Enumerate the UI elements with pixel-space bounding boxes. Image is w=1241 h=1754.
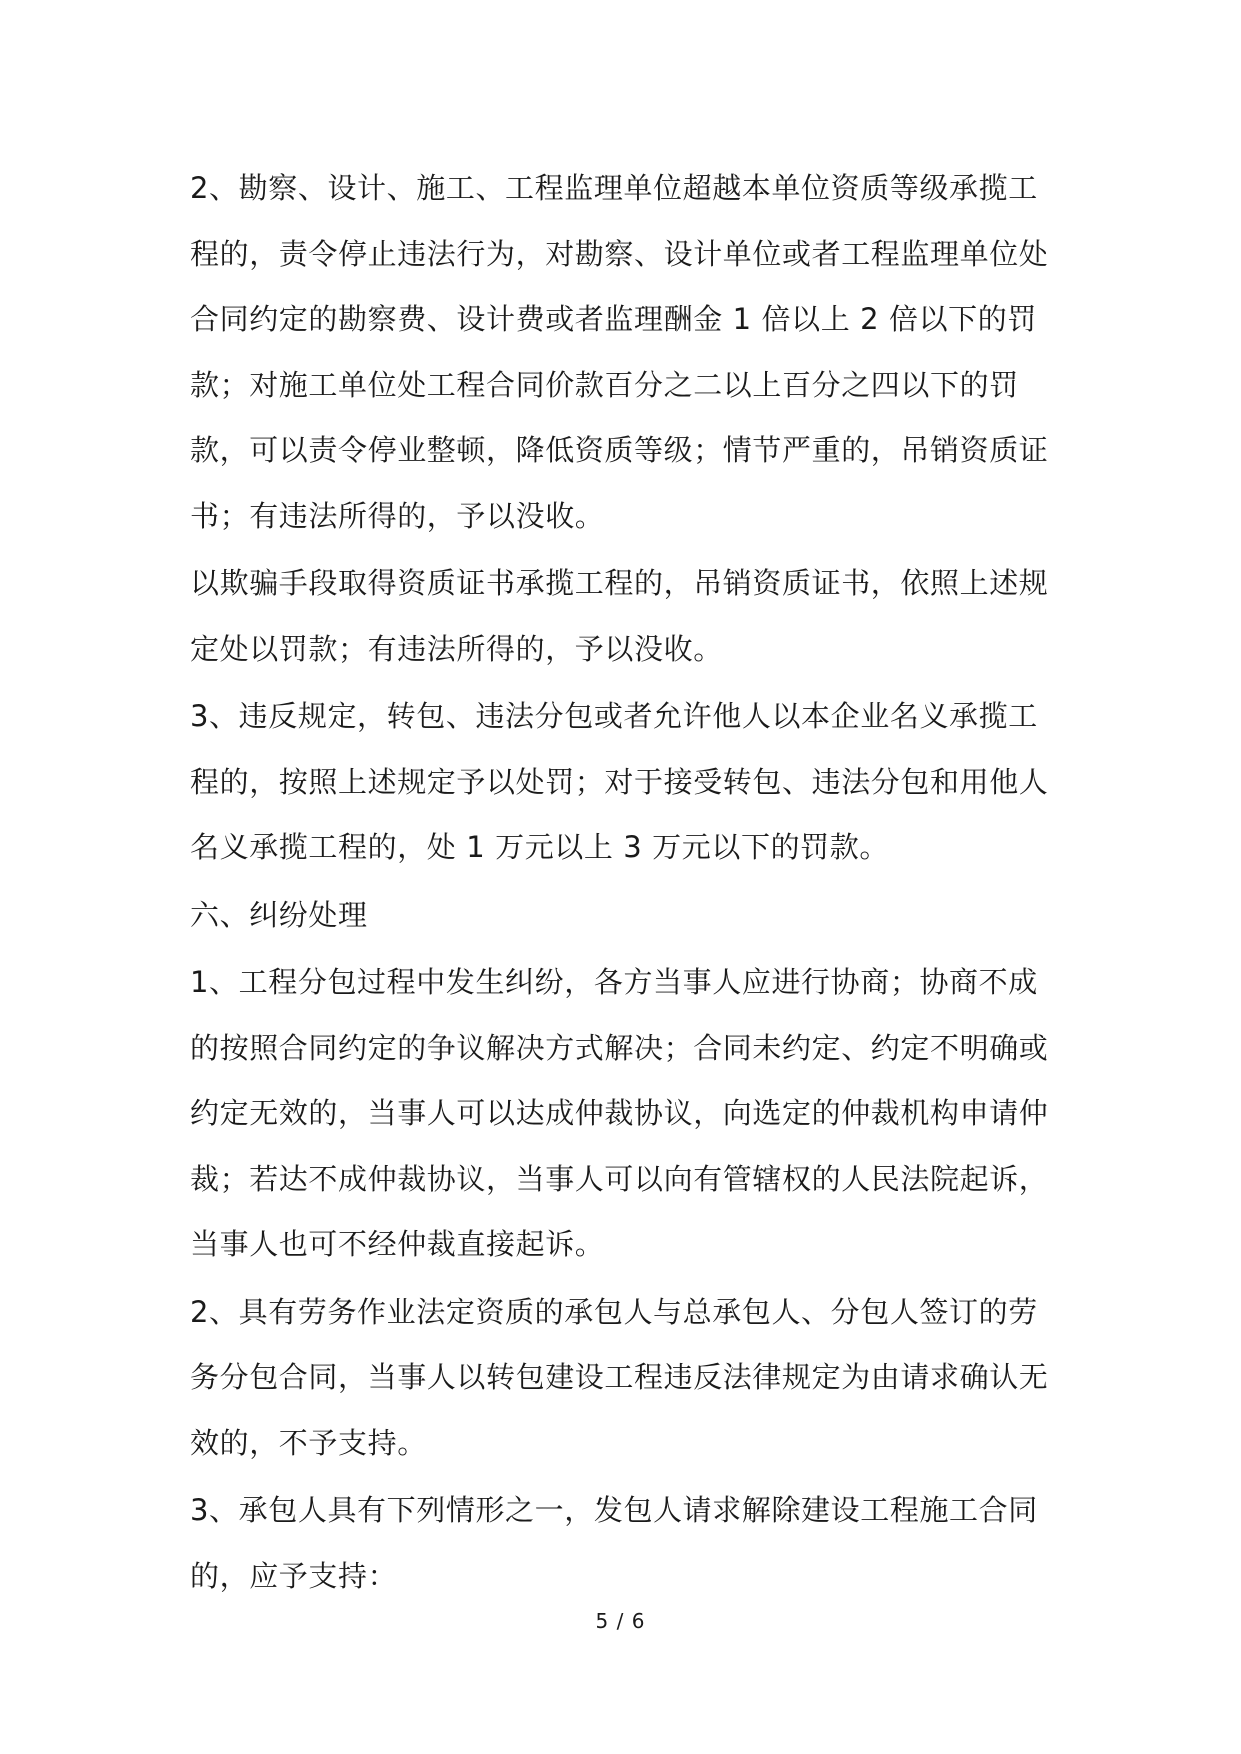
paragraph-dispute-3: 3、承包人具有下列情形之一，发包人请求解除建设工程施工合同的，应予支持： [190,1493,1038,1593]
paragraph-clause-3-subcontract: 3、违反规定，转包、违法分包或者允许他人以本企业名义承揽工程的，按照上述规定予以处罚；对于接受转包、违法分包和用他人名义承揽工程的，处 1 万元以上 3 万元以下的罚款。 [190,699,1049,864]
paragraph-dispute-1: 1、工程分包过程中发生纠纷，各方当事人应进行协商；协商不成的按照合同约定的争议解决方式解决；合同未约定、约定不明确或约定无效的，当事人可以达成仲裁协议，向选定的仲裁机构申请仲裁；若达不成仲裁协议，当事人可以向有管辖权的人民法院起诉，当事人也可不经仲裁直接起诉。 [190,965,1049,1261]
paragraph-dispute-2: 2、具有劳务作业法定资质的承包人与总承包人、分包人签订的劳务分包合同，当事人以转包建设工程违反法律规定为由请求确认无效的，不予支持。 [190,1294,1049,1460]
paragraph-clause-2-qualification: 2、勘察、设计、施工、工程监理单位超越本单位资质等级承揽工程的，责令停止违法行为，对勘察、设计单位或者工程监理单位处合同约定的勘察费、设计费或者监理酬金 1 倍以上 2 倍以下的罚款；对施工单位处工程合同价款百分之二以上百分之四以下的罚款，可以责令停业整顿，降低资质等级；情节严重的，吊销资质证书；有违法所得的，予以没收。 [190,171,1049,533]
page-number: 5 / 6 [595,1609,646,1633]
document-body [190,156,1050,1611]
paragraph-fraud-certificate: 以欺骗手段取得资质证书承揽工程的，吊销资质证书，依照上述规定处以罚款；有违法所得的，予以没收。 [190,566,1049,666]
section-heading-dispute: 六、纠纷处理 [190,897,368,932]
